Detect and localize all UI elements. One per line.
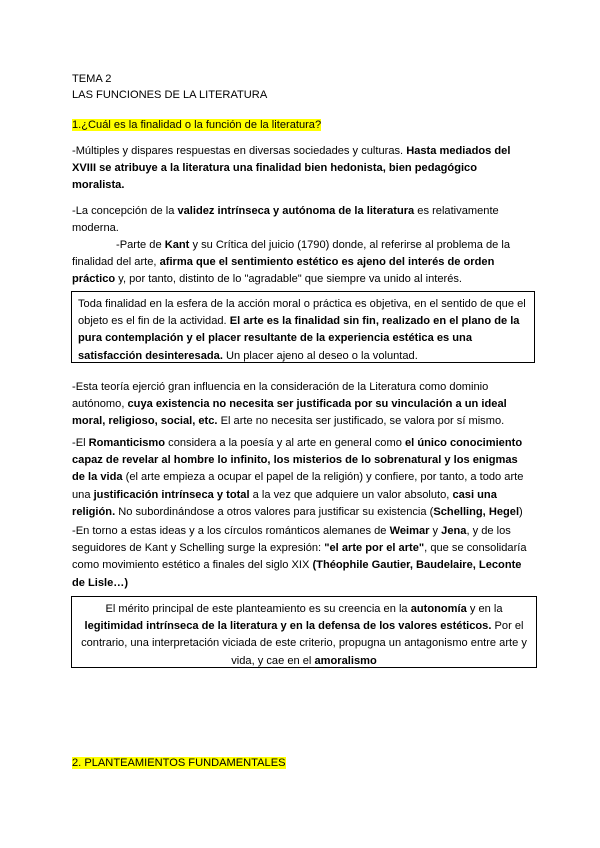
- paragraph-4-text-a: -Esta teoría ejerció gran influencia en la consideración de la Literatura como dominio autónomo,: [72, 381, 489, 411]
- section-2-heading: [72, 755, 286, 772]
- paragraph-4-bold: cuya existencia no necesita ser justificada por su vinculación a un ideal moral, religioso, social, etc.: [72, 398, 507, 428]
- quote-box-2-text-c: Por el contrario, una interpretación viciada de este criterio, propugna un antagonismo entre arte y vida, y cae en el: [81, 620, 527, 667]
- quote-box-1-text-b: Un placer ajeno al deseo o la voluntad.: [222, 349, 418, 362]
- paragraph-6-bold-authors: (Théophile Gautier, Baudelaire, Leconte de Lisle…): [72, 559, 522, 589]
- paragraph-5-bold-names: Schelling, Hegel: [433, 505, 520, 518]
- paragraph-5-text-c: (el arte empieza a ocupar el papel de la religión) y confiere, por tanto, a todo arte una: [72, 471, 524, 501]
- paragraph-1: [72, 143, 532, 195]
- section-1-heading: [72, 117, 321, 134]
- paragraph-5-text-b: considera a la poesía y al arte en general como: [165, 437, 405, 449]
- quote-box-2-bold-amoralismo: amoralismo: [314, 654, 377, 667]
- paragraph-2-text-b: es relativamente moderna.: [72, 205, 499, 235]
- paragraph-6: [72, 523, 532, 592]
- paragraph-5-bold-conocimiento: el único conocimiento capaz de revelar al hombre lo infinito, los misterios de lo sobrenatural y los enigmas de la vida: [72, 437, 523, 484]
- paragraph-3: [72, 237, 532, 289]
- paragraph-6-text-a: -En torno a estas ideas y a los círculos románticos alemanes de: [72, 525, 390, 537]
- quote-box-2: [71, 596, 537, 668]
- paragraph-3-text-b: y su Crítica del juicio (1790) donde, al referirse al problema de la finalidad del arte,: [72, 239, 511, 269]
- quote-box-2-text-b: y en la: [466, 603, 503, 615]
- section-2-heading-text: 2. PLANTEAMIENTOS FUNDAMENTALES: [72, 757, 286, 769]
- paragraph-3-bold: afirma que el sentimiento estético es ajeno del interés de orden práctico: [72, 256, 495, 286]
- document-title: LAS FUNCIONES DE LA LITERATURA: [72, 89, 268, 101]
- paragraph-2-bold: validez intrínseca y autónoma de la literatura: [177, 205, 415, 217]
- quote-box-1-bold: El arte es la finalidad sin fin, realizado en el plano de la pura contemplación y el placer resultante de la experiencia estética es una satisfacción desinteresada.: [78, 315, 520, 362]
- paragraph-5-text-f: ): [519, 505, 523, 518]
- paragraph-6-bold-weimar: Weimar: [389, 525, 430, 537]
- section-1-heading-text: 1.¿Cuál es la finalidad o la función de la literatura?: [72, 119, 322, 131]
- tema-label: TEMA 2: [72, 73, 112, 85]
- quote-box-2-bold-legitimidad: legitimidad intrínseca de la literatura y en la defensa de los valores estéticos.: [84, 620, 492, 633]
- quote-box-1-text-a: Toda finalidad en la esfera de la acción moral o práctica es objetiva, en el sentido de que el objeto es el fin de la actividad.: [78, 298, 526, 328]
- paragraph-6-bold-expresion: "el arte por el arte": [324, 542, 425, 555]
- quote-box-2-bold-autonomia: autonomía: [410, 603, 467, 615]
- paragraph-4: [72, 379, 532, 431]
- paragraph-5-bold-romanticismo: Romanticismo: [88, 437, 166, 449]
- paragraph-5-bold-justificacion: justificación intrínseca y total: [93, 488, 250, 501]
- paragraph-5-text-e: No subordinándose a otros valores para justificar su existencia (: [115, 505, 434, 518]
- paragraph-5-bold-religion: casi una religión.: [72, 488, 497, 518]
- paragraph-1-text: -Múltiples y dispares respuestas en diversas sociedades y culturas.: [72, 145, 407, 157]
- paragraph-6-text-d: , que se consolidaría como movimiento estético a finales del siglo XIX: [72, 542, 527, 572]
- paragraph-1-bold: Hasta mediados del XVIII se atribuye a la literatura una finalidad bien hedonista, bien pedagógico moralista.: [72, 145, 511, 192]
- paragraph-5: [72, 435, 532, 521]
- paragraph-5-text-d: a la vez que adquiere un valor absoluto,: [249, 488, 453, 501]
- paragraph-5-text-a: -El: [72, 437, 89, 449]
- paragraph-3-bold-kant: Kant: [164, 239, 190, 251]
- paragraph-6-bold-jena: Jena: [441, 525, 467, 537]
- paragraph-2: [72, 203, 532, 237]
- paragraph-2-text-a: -La concepción de la: [72, 205, 178, 217]
- paragraph-6-text-c: , y de los seguidores de Kant y Schelling surge la expresión:: [72, 525, 511, 555]
- paragraph-4-text-b: El arte no necesita ser justificado, se valora por sí mismo.: [217, 415, 505, 428]
- quote-box-2-text-a: El mérito principal de este planteamiento es su creencia en la: [105, 603, 411, 615]
- quote-box-1: [71, 291, 535, 363]
- paragraph-6-text-b: y: [429, 525, 442, 537]
- paragraph-3-text-a: -Parte de: [116, 239, 165, 251]
- paragraph-3-text-c: y, por tanto, distinto de lo "agradable" que siempre va unido al interés.: [115, 273, 463, 286]
